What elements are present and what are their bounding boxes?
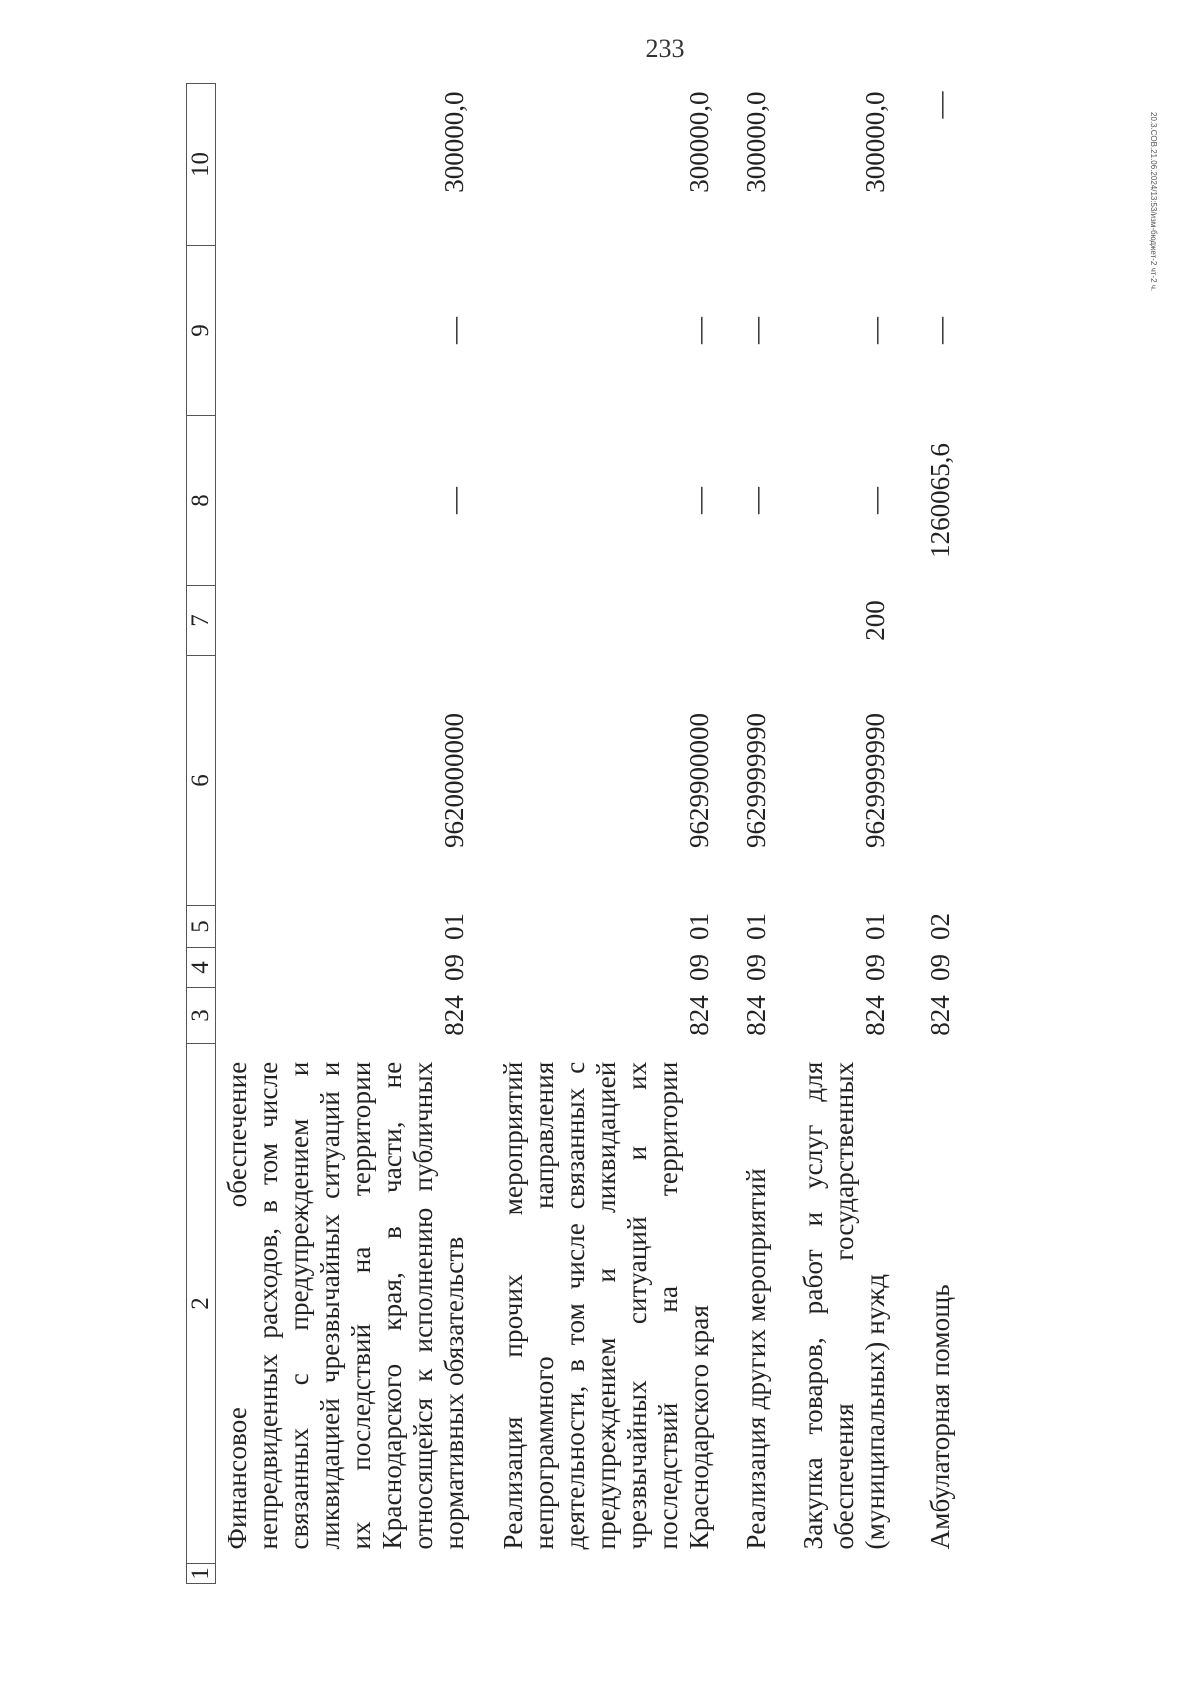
column-header: 1 <box>187 1564 216 1584</box>
column-header: 5 <box>187 906 216 948</box>
ministry-code: 824 <box>684 995 714 1036</box>
section-code: 09 <box>925 954 955 981</box>
expense-name: Реализация прочих мероприятий непрограммного направления деятельности, в том числе связанных с предупреждением и ликвидацией чрезвычайных ситуаций и их последствий на территории Краснодарского края <box>498 1061 714 1550</box>
budget-table <box>186 83 956 1584</box>
amount-col9: — <box>439 317 469 344</box>
expense-type-code <box>470 586 715 656</box>
table-row <box>772 84 891 1584</box>
row-spacer-cell <box>470 1564 715 1584</box>
ministry-code: 824 <box>741 995 771 1036</box>
table-row <box>715 84 772 1584</box>
amount-col9: — <box>684 317 714 344</box>
subsection-code: 01 <box>439 913 469 940</box>
subsection-code: 01 <box>741 913 771 940</box>
column-header: 6 <box>187 656 216 906</box>
expense-name: Финансовое обеспечение непредвиденных расходов, в том числе связанных с предупреждением и ликвидацией чрезвычайных ситуаций и их последствий на территории Краснодарского края, в части, не относящейся к исполнению публичных нормативных обязательств <box>222 1061 469 1550</box>
amount-col8: 1260065,6 <box>925 443 955 558</box>
column-header: 7 <box>187 586 216 656</box>
amount-col10: 300000,0 <box>684 91 714 193</box>
subsection-code: 02 <box>925 913 955 940</box>
column-header: 2 <box>187 1044 216 1564</box>
amount-col8: — <box>439 487 469 514</box>
ministry-code: 824 <box>439 995 469 1036</box>
table-row <box>470 84 715 1584</box>
amount-col9: — <box>925 317 955 344</box>
row-spacer-cell <box>772 1564 891 1584</box>
rotated-table-sheet <box>186 84 1026 1584</box>
target-article-code: 9629999990 <box>741 713 771 848</box>
target-article-code <box>891 656 956 906</box>
subsection-code: 01 <box>684 913 714 940</box>
amount-col8: — <box>860 487 890 514</box>
section-code: 09 <box>741 954 771 981</box>
page-number: 233 <box>645 34 685 63</box>
target-article-code: 9629900000 <box>684 713 714 848</box>
target-article-code: 9620000000 <box>439 713 469 848</box>
row-spacer-cell <box>715 1564 772 1584</box>
amount-col8: — <box>741 487 771 514</box>
amount-col9: — <box>860 317 890 344</box>
target-article-code: 9629999990 <box>860 713 890 848</box>
column-header: 9 <box>187 246 216 416</box>
expense-type-code <box>216 586 471 656</box>
expense-name: Реализация других мероприятий <box>741 1168 771 1550</box>
amount-col10: 300000,0 <box>741 91 771 193</box>
amount-col8: — <box>684 487 714 514</box>
subsection-code: 01 <box>860 913 890 940</box>
expense-type-code: 200 <box>860 600 890 641</box>
document-footer-code: 20.3.СОВ.21.06.2024/13:53/изм-бюджет-2 чт-2 ч. <box>1149 112 1158 292</box>
ministry-code: 824 <box>925 995 955 1036</box>
column-header: 3 <box>187 988 216 1044</box>
row-spacer-cell <box>891 1564 956 1584</box>
expense-type-code <box>715 586 772 656</box>
section-code: 09 <box>439 954 469 981</box>
amount-col10: 300000,0 <box>439 91 469 193</box>
column-header: 8 <box>187 416 216 586</box>
expense-name: Закупка товаров, работ и услуг для обеспечения государственных (муниципальных) нужд <box>798 1061 890 1550</box>
expense-type-code <box>891 586 956 656</box>
expense-name: Амбулаторная помощь <box>925 1284 955 1550</box>
amount-col10: — <box>925 91 955 119</box>
section-code: 09 <box>684 954 714 981</box>
ministry-code: 824 <box>860 995 890 1036</box>
column-header: 4 <box>187 948 216 988</box>
table-row <box>891 84 956 1584</box>
section-code: 09 <box>860 954 890 981</box>
table-row <box>216 84 471 1584</box>
row-spacer-cell <box>216 1564 471 1584</box>
amount-col10: 300000,0 <box>860 91 890 193</box>
column-header: 10 <box>187 84 216 246</box>
column-header-row <box>187 84 216 1584</box>
amount-col9: — <box>741 317 771 344</box>
